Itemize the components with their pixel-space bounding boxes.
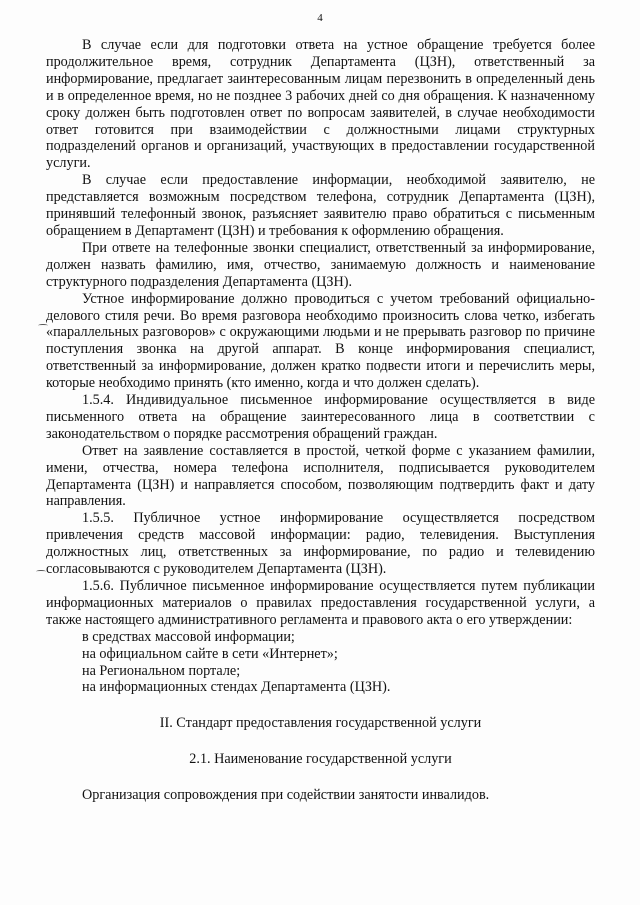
paragraph: Ответ на заявление составляется в простой, четкой форме с указанием фамилии, имени, отчества, номера телефона исполнителя, подписывается руководителем Департамента (ЦЗН) и направляется способом, позволяющим подтвердить факт и дату направления.: [46, 442, 595, 510]
paragraph: 1.5.6. Публичное письменное информирование осуществляется путем публикации информационных материалов о правилах предоставления государственной услуги, а также настоящего административного регламента и правового акта о его утверждении:: [46, 578, 595, 628]
paragraph: При ответе на телефонные звонки специалист, ответственный за информирование, должен назвать фамилию, имя, отчество, занимаемую должность и наименование структурного подразделения Департамента (ЦЗН).: [46, 239, 595, 290]
list-item: в средствах массовой информации;: [82, 628, 295, 645]
paragraph: 1.5.5. Публичное устное информирование осуществляется посредством привлечения средств массовой информации: радио, телевидения. Выступления должностных лиц, ответственных за информирование, по радио и телевидению согласовываются с руководителем Департамента (ЦЗН).: [46, 510, 595, 578]
paragraph: 1.5.4. Индивидуальное письменное информирование осуществляется в виде письменного ответа на обращение заинтересованного лица в соответствии с законодательством о порядке рассмотрения обращений граждан.: [46, 392, 595, 442]
list-item: на информационных стендах Департамента (ЦЗН).: [82, 679, 391, 696]
subsection-heading: 2.1. Наименование государственной услуги: [189, 751, 452, 768]
paragraph: В случае если для подготовки ответа на устное обращение требуется более продолжительное время, сотрудник Департамента (ЦЗН), ответственный за информирование, предлагает заинтересованным лицам перезвонить в определенный день и в определенное время, но не позднее 3 рабочих дней со дня обращения. К назначенному сроку должен быть подготовлен ответ по вопросам заявителей, в случае необходимости ответ готовится при взаимодействии с должностными лицами структурных подразделений органов и организаций, участвующих в предоставлении государственной услуги.: [46, 37, 595, 172]
margin-mark: [36, 570, 46, 573]
page-number: 4: [317, 12, 323, 24]
service-name-paragraph: Организация сопровождения при содействии занятости инвалидов.: [82, 787, 490, 804]
paragraph: Устное информирование должно проводиться с учетом требований официально-делового стиля речи. Во время разговора необходимо произносить слова четко, избегать «параллельных разговоров» с окружающими людьми и не прерывать разговор по причине поступления звонка на другой аппарат. В конце информирования специалист, ответственный за информирование, должен кратко подвести итоги и перечислить меры, которые необходимо принять (кто именно, когда и что должен сделать).: [46, 290, 595, 392]
paragraph: В случае если предоставление информации, необходимой заявителю, не представляется возможным посредством телефона, сотрудник Департамента (ЦЗН), принявший телефонный звонок, разъясняет заявителю право обратиться с письменным обращением в Департамент (ЦЗН) и требования к оформлению обращения.: [46, 172, 595, 239]
list-item: на Региональном портале;: [82, 662, 241, 679]
section-heading: II. Стандарт предоставления государственной услуги: [159, 715, 482, 732]
list-item: на официальном сайте в сети «Интернет»;: [82, 645, 338, 662]
document-body: [46, 37, 595, 804]
